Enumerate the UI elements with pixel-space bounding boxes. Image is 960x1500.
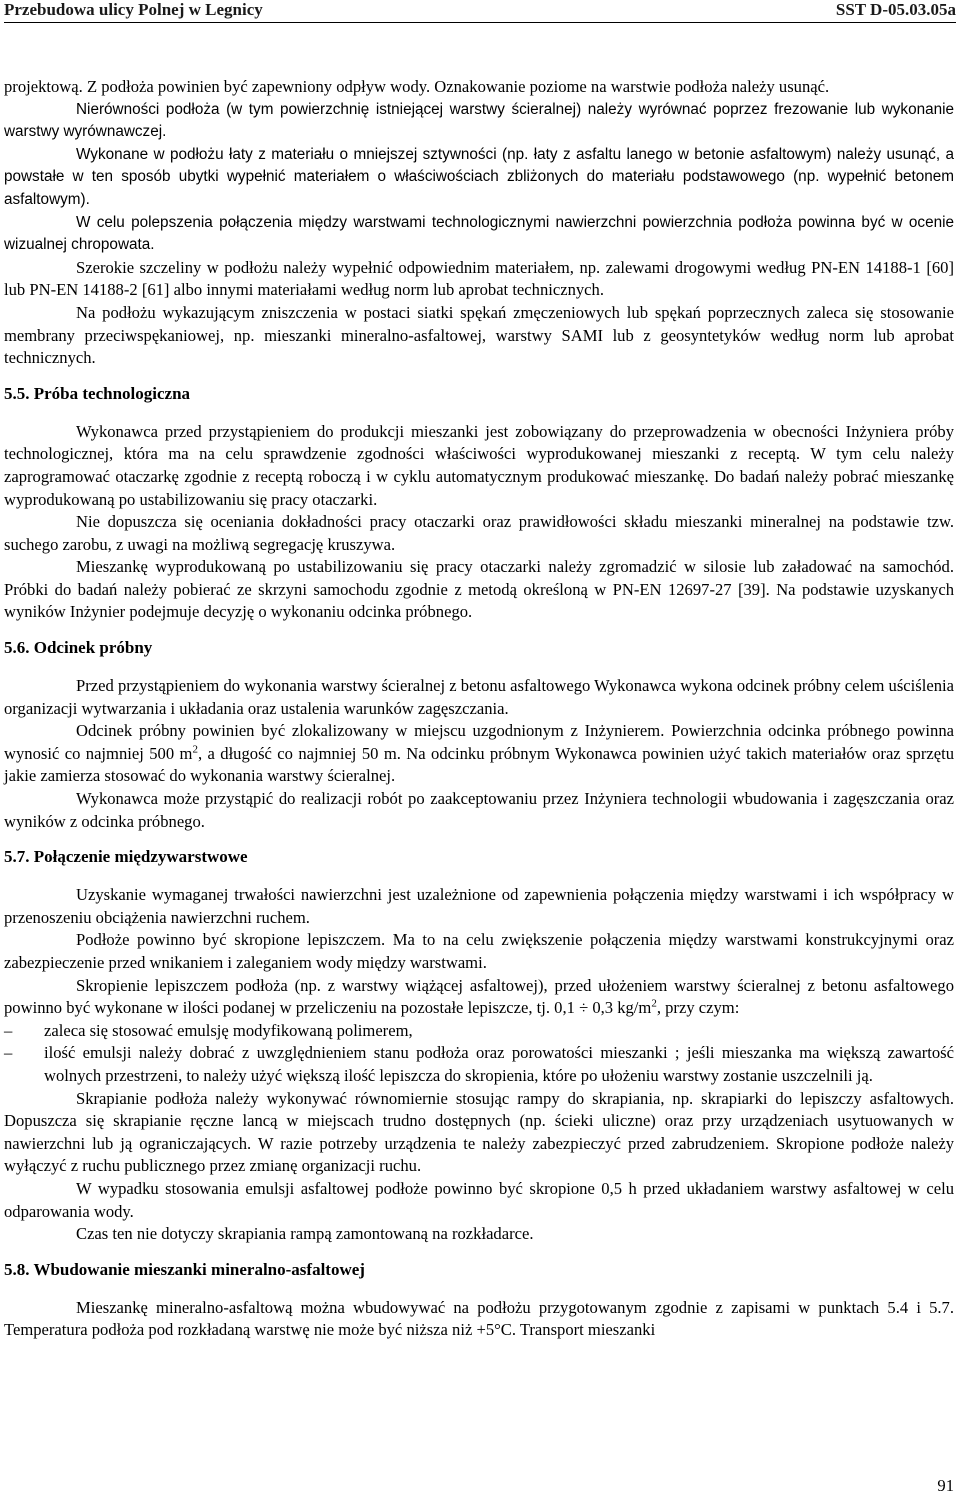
document-code: SST D-05.03.05a (835, 0, 956, 19)
section-heading: 5.7. Połączenie międzywarstwowe (4, 847, 248, 867)
dash-marker: – (4, 1020, 13, 1040)
paragraph: Podłoże powinno być skropione lepiszczem. Ma to na celu zwiększenie połączenia między warstwami konstrukcyjnymi oraz zabezpieczenie przed wnikaniem i zaleganiem wody między warstwami. (4, 930, 954, 972)
paragraph: projektową. Z podłoża powinien być zapewniony odpływ wody. Oznakowanie poziome na warstwie podłoża należy usunąć. (4, 77, 830, 96)
paragraph: Wykonawca przed przystąpieniem do produkcji mieszanki jest zobowiązany do przeprowadzenia w obecności Inżyniera próby technologicznej, która ma na celu sprawdzenie zgodności właściwości wyprodukowanej mieszanki z receptą. W tym celu należy zaprogramować otaczarkę zgodnie z receptą roboczą i w cyklu automatycznym produkować mieszankę. Do badań należy pobrać mieszankę wyprodukowaną po ustabilizowaniu się pracy otaczarki. (4, 421, 954, 509)
paragraph: Uzyskanie wymaganej trwałości nawierzchni jest uzależnione od zapewnienia połączenia między warstwami i ich współpracy w przenoszeniu obciążenia nawierzchni ruchem. (4, 885, 954, 927)
paragraph: W celu polepszenia połączenia między warstwami technologicznymi nawierzchni powierzchnia podłoża powinna być w ocenie wizualnej chropowata. (4, 213, 954, 254)
paragraph: Skrapianie podłoża należy wykonywać równomiernie stosując rampy do skrapiania, np. skrapiarki do lepiszczy asfaltowych. Dopuszcza się skrapianie ręczne lancą w miejscach trudno dostępnych (np. ścieki uliczne) oraz przy urządzeniach usytuowanych w nawierzchni lub ją ograniczających. W razie potrzeby urządzenia te należy zabezpieczyć przed zabrudzeniem. Skropione podłoże należy wyłączyć z ruchu publicznego przez zmianę organizacji ruchu. (4, 1088, 954, 1176)
document-title: Przebudowa ulicy Polnej w Legnicy (4, 0, 263, 19)
section-heading: 5.6. Odcinek próbny (4, 638, 153, 658)
paragraph: Szerokie szczeliny w podłożu należy wypełnić odpowiednim materiałem, np. zalewami drogowymi według PN-EN 14188-1 [60] lub PN-EN 14188-2 [61] albo innymi materiałami według norm lub aprobat technicznych. (4, 257, 954, 300)
page-number: 91 (937, 1476, 954, 1495)
page-header (4, 0, 956, 22)
list-item: – zaleca się stosować emulsję modyfikowaną polimerem, (4, 1020, 954, 1043)
dash-marker: – (4, 1043, 13, 1063)
paragraph: W wypadku stosowania emulsji asfaltowej podłoże powinno być skropione 0,5 h przed układaniem warstwy asfaltowej w celu odparowania wody. (4, 1178, 954, 1221)
paragraph: Czas ten nie dotyczy skrapiania rampą zamontowaną na rozkładarce. (76, 1224, 534, 1244)
paragraph: Mieszankę wyprodukowaną po ustabilizowaniu się pracy otaczarki należy zgromadzić w silosie lub załadować na samochód. Próbki do badań należy pobierać ze skrzyni samochodu zgodnie z metodą określoną w PN-EN 12697-27 [39]. Na podstawie uzyskanych wyników Inżynier podejmuje decyzję o wykonaniu odcinka próbnego. (4, 557, 954, 622)
paragraph: Wykonane w podłożu łaty z materiału o mniejszej sztywności (np. łaty z asfaltu lanego w betonie asfaltowym) należy usunąć, a powstałe w ten sposób ubytki wypełnić materiałem o właściwościach zbliżonych do materiału podstawowego (np. wypełnić betonem asfaltowym). (4, 145, 954, 208)
section-heading: 5.8. Wbudowanie mieszanki mineralno-asfaltowej (4, 1259, 365, 1279)
paragraph: Mieszankę mineralno-asfaltową można wbudowywać na podłożu przygotowanym zgodnie z zapisami w punktach 5.4 i 5.7. Temperatura podłoża pod rozkładaną warstwę nie może być niższa niż +5°C. Transport mieszanki (4, 1297, 954, 1340)
paragraph: Skropienie lepiszczem podłoża (np. z warstwy wiążącej asfaltowej), przed ułożeniem warstwy ścieralnej z betonu asfaltowego powinno być wykonane w ilości podanej w przeliczeniu na pozostałe lepiszcze, tj. 0,1 ÷ 0,3 $kg/m^2$, przy czym: (4, 975, 954, 1018)
list-item: – ilość emulsji należy dobrać z uwzględnieniem stanu podłoża oraz porowatości mieszanki ; jeśli mieszanka ma większą zawartość wolnych przestrzeni, to należy użyć większą ilość lepiszcza do skropienia, które po ułożeniu warstwy zostanie uszczelnili ją. (4, 1042, 954, 1087)
paragraph: Odcinek próbny powinien być zlokalizowany w miejscu uzgodnionym z Inżynierem. Powierzchnia odcinka próbnego powinna wynosić co najmniej 500 $m^2$, a długość co najmniej 50 m. Na odcinku próbnym Wykonawca powinien użyć takich materiałów oraz sprzętu jakie zamierza stosować do wykonania warstwy ścieralnej. (4, 721, 954, 786)
paragraph: Nie dopuszcza się oceniania dokładności pracy otaczarki oraz prawidłowości składu mieszanki mineralnej na podstawie tzw. suchego zarobu, z uwagi na możliwą segregację kruszywa. (4, 512, 954, 554)
header-divider (4, 22, 956, 23)
paragraph: Przed przystąpieniem do wykonania warstwy ścieralnej z betonu asfaltowego Wykonawca wykona odcinek próbny celem uściślenia organizacji wytwarzania i układania oraz ustalenia warunków zagęszczania. (4, 676, 954, 718)
document-body (4, 76, 954, 1342)
paragraph: Na podłożu wykazującym zniszczenia w postaci siatki spękań zmęczeniowych lub spękań poprzecznych zaleca się stosowanie membrany przeciwspękaniowej, np. mieszanki mineralno-asfaltowej, warstwy SAMI lub z geosyntetyków według norm lub aprobat technicznych. (4, 302, 954, 368)
paragraph: Wykonawca może przystąpić do realizacji robót po zaakceptowaniu przez Inżyniera technologii wbudowania i zagęszczania oraz wyników z odcinka próbnego. (4, 789, 954, 831)
section-heading: 5.5. Próba technologiczna (4, 383, 191, 403)
paragraph: Nierówności podłoża (w tym powierzchnię istniejącej warstwy ścieralnej) należy wyrównać poprzez frezowanie lub wykonanie warstwy wyrównawczej. (4, 100, 954, 141)
